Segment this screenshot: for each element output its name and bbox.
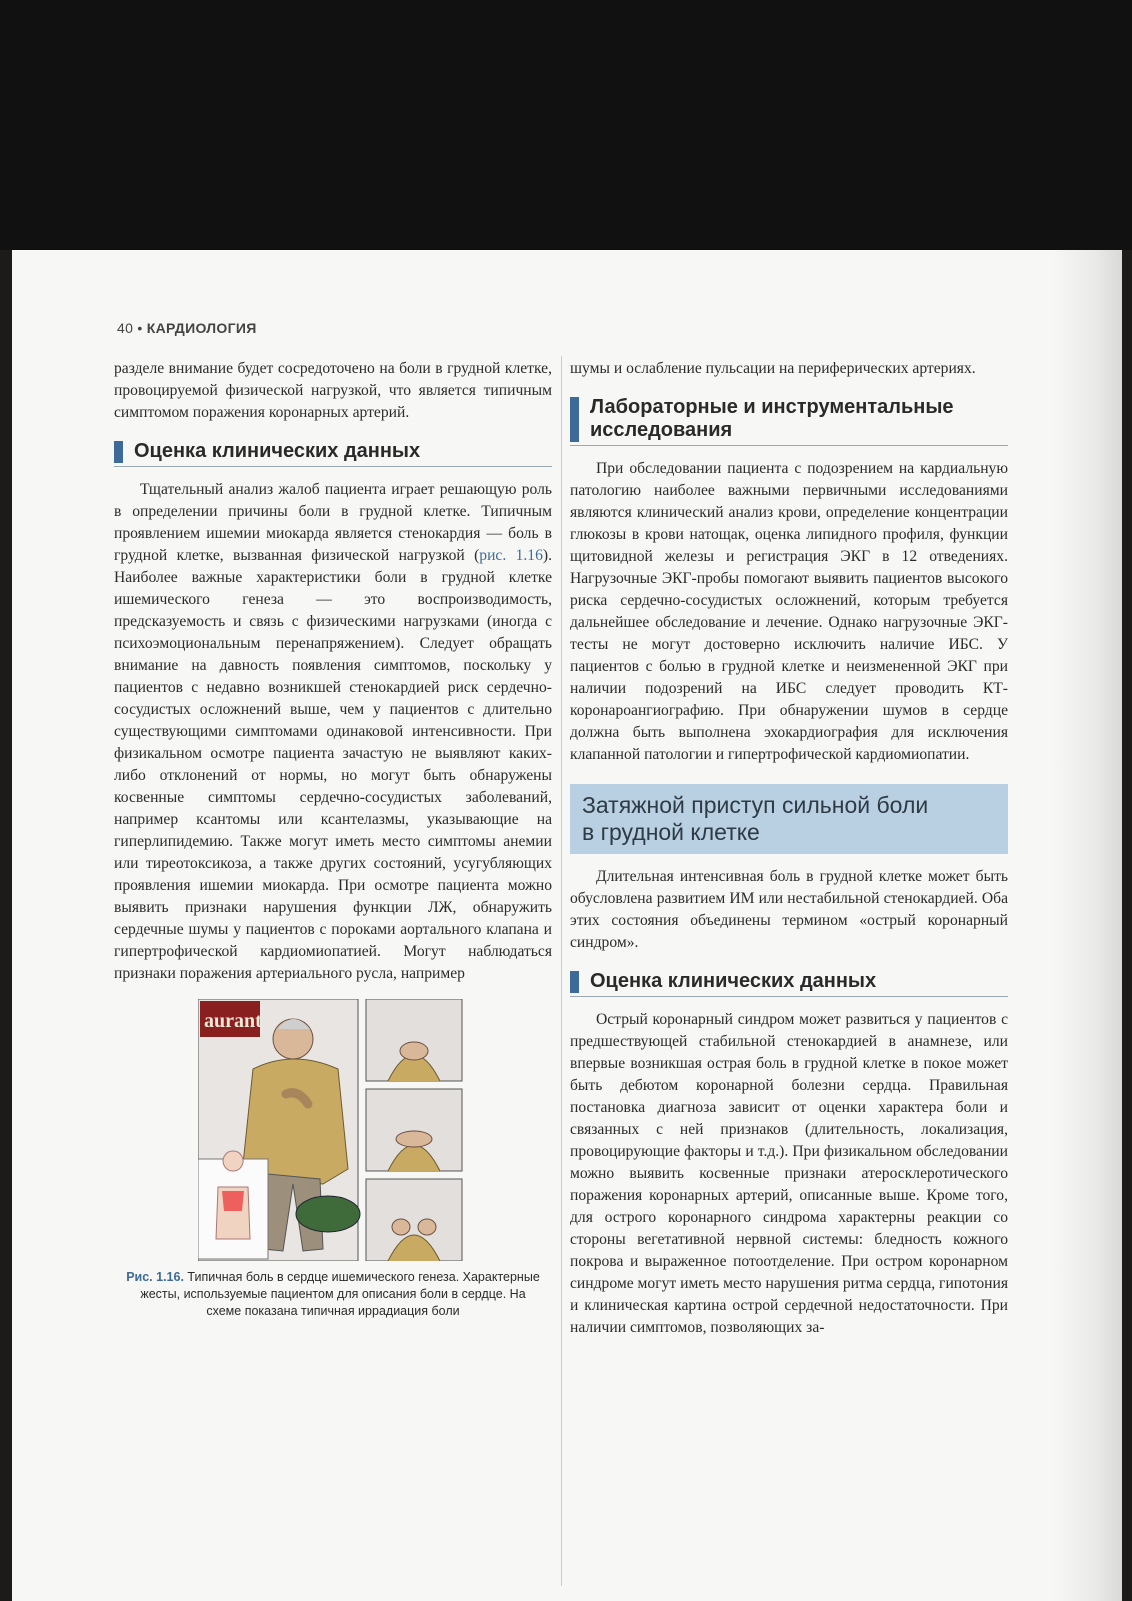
gesture-1-fist [400, 1042, 428, 1060]
heading-text: Оценка клинических данных [590, 970, 877, 992]
header-bullet: • [137, 320, 143, 336]
running-head [117, 320, 257, 336]
heading-text-line1: Лабораторные и инструментальные [590, 396, 954, 418]
heading-clinical-data [114, 440, 552, 467]
right-column [570, 358, 1008, 1339]
section-heading-line2: в грудной клетке [582, 819, 760, 845]
heading-lab-studies [570, 396, 1008, 446]
section-title: КАРДИОЛОГИЯ [146, 320, 257, 336]
acs-paragraph: Острый коронарный синдром может развиться у пациентов с предшествующей стабильной стенокардией в анамнезе, или впервые возникшая острая боль в грудной клетке в покое может быть дебютом коронарной болезни сердца. Правильная постановка диагноза зависит от оценки характера боли и связанных с ней признаков (длительность, локализация, провоцирующие факторы и т.д.). При физикальном обследовании можно выявить косвенные признаки атеросклеротического поражения коронарных артерий, описанные выше. Кроме того, для острого коронарного синдрома характерны реакции со стороны вегетативной нервной системы: бледность кожного покрова и выраженное потоотделение. При остром коронарном синдроме могут иметь место нарушения ритма сердца, гипотония и клиническая картина острой сердечной недостаточности. При наличии симптомов, позволяющих за- [570, 1011, 1008, 1336]
heading-text-line2: исследования [590, 419, 733, 441]
caption-text: Типичная боль в сердце ишемического генеза. Характерные жесты, используемые пациентом для описания боли в сердце. На схеме показана типичная иррадиация боли [140, 1270, 540, 1318]
heading-text: Оценка клинических данных [134, 440, 421, 462]
book-page [12, 250, 1122, 1601]
continuation-paragraph: шумы и ослабление пульсации на периферических артериях. [570, 360, 976, 377]
paragraph-text-a: Тщательный анализ жалоб пациента играет решающую роль в определении причины боли в грудной клетке. Типичным проявлением ишемии миокарда является стенокардия — боль в грудной клетке, вызванная физической нагрузкой ( [114, 481, 552, 564]
heading-clinical-data-2 [570, 970, 1008, 997]
gesture-3-right-hand [418, 1219, 436, 1235]
figure-link[interactable]: рис. 1.16 [479, 547, 543, 564]
column-divider [561, 356, 562, 1586]
caption-label: Рис. 1.16. [126, 1270, 184, 1284]
heading-bar [114, 441, 123, 463]
paragraph-text-b: ). Наиболее важные характеристики боли в грудной клетке ишемического генеза — это воспроизводимость, предсказуемость и связь с физическими нагрузками (иногда с психоэмоциональным перенапряжением). Следует обращать внимание на давность появления симптомов, поскольку у пациентов с недавно возникшей стенокардией риск сердечно-сосудистых осложнений выше, чем у пациентов с длительно существующими симптомами одинаковой интенсивности. При физикальном осмотре пациента зачастую не выявляют каких-либо отклонений от нормы, но могут быть обнаружены косвенные симптомы сердечно-сосудистых заболеваний, например ксантомы или ксантелазмы, указывающие на гиперлипидемию. Также могут иметь место симптомы анемии или тиреотоксикоза, а также других состояний, усугубляющих проявления ишемии миокарда. При осмотре пациента можно выявить признаки нарушения функции ЛЖ, обнаружить сердечные шумы у пациентов с пороками аортального клапана и гипертрофической кардиомиопатией. Могут наблюдаться признаки поражения артериального русла, например [114, 547, 552, 982]
intro-paragraph: разделе внимание будет сосредоточено на боли в грудной клетке, провоцируемой физической нагрузкой, что является типичным симптомом поражения коронарных артерий. [114, 360, 552, 421]
heading-bar [570, 971, 579, 993]
gesture-2-flat-hand [396, 1131, 432, 1147]
scan-background-top [0, 0, 1132, 250]
clinical-paragraph [114, 479, 552, 985]
green-bag [296, 1196, 360, 1232]
lab-paragraph: При обследовании пациента с подозрением на кардиальную патологию наиболее важными первичными исследованиями являются клинический анализ крови, определение концентрации глюкозы в крови натощак, оценка липидного профиля, функции щитовидной железы и регистрация ЭКГ в 12 отведениях. Нагрузочные ЭКГ-пробы помогают выявить пациентов высокого риска сердечно-сосудистых осложнений, которым требуется дальнейшее обследование и лечение. Однако нагрузочные ЭКГ-тесты не могут достоверно исключить наличие ИБС. У пациентов с болью в грудной клетке и неизмененной ЭКГ при наличии подозрений на ИБС следует проводить КТ-коронароангиографию. При обнаружении шумов в сердце должна быть выполнена эхокардиография для исключения клапанной патологии и гипертрофической кардиомиопатии. [570, 460, 1008, 763]
section-heading-prolonged-pain [570, 784, 1008, 854]
page-edge-shadow [1052, 250, 1122, 1601]
figure-illustration [198, 999, 560, 1261]
pain-radiation-area [222, 1191, 244, 1211]
left-column [114, 358, 552, 1320]
sign-lettering: aurant [204, 1010, 262, 1032]
acute-paragraph: Длительная интенсивная боль в грудной клетке может быть обусловлена развитием ИМ или нестабильной стенокардией. Оба этих состояния объединены термином «острый коронарный синдром». [570, 868, 1008, 951]
figure-1-16 [198, 999, 560, 1261]
figure-caption [114, 1269, 552, 1320]
heading-bar [570, 397, 579, 442]
gesture-3-left-hand [392, 1219, 410, 1235]
page-number: 40 [117, 320, 134, 336]
section-heading-line1: Затяжной приступ сильной боли [582, 792, 929, 818]
